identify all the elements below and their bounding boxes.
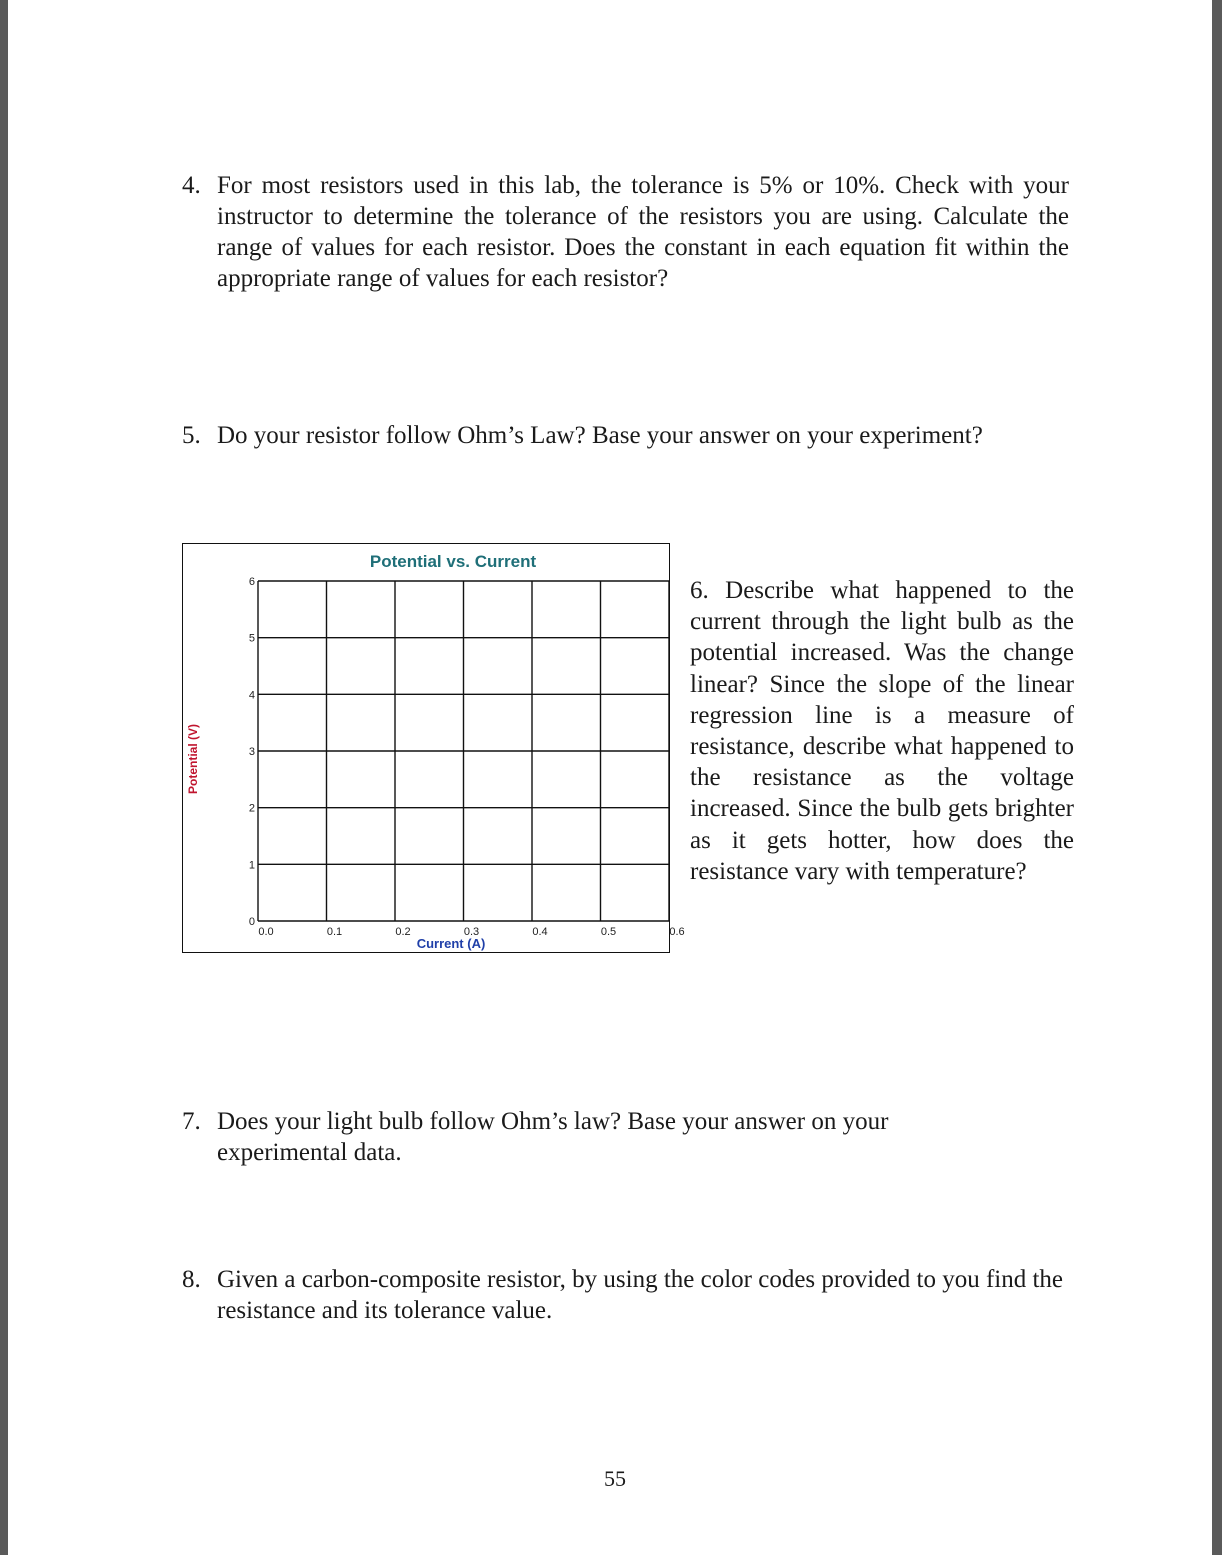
chart-canvas [183, 544, 685, 952]
page-number: 55 [604, 1466, 626, 1491]
question-4-text: For most resistors used in this lab, the tolerance is 5% or 10%. Check with your instructor to determine the tolerance of the resistors you are using. Calculate the range of values for each resistor. Does the constant in each equation fit within the appropriate range of values for each resistor? [217, 172, 1069, 292]
question-5-text: Do your resistor follow Ohm’s Law? Base your answer on your experiment? [217, 422, 983, 449]
chart-x-ticks [258, 926, 684, 938]
question-6-text: 6. Describe what happened to the current through the light bulb as the potential increased. Was the change linear? Since the slope of the linear regression line is a measure of resistance, describe what happened to the resistance as the voltage increased. Since the bulb gets brighter as it gets hotter, how does the resistance vary with temperature? [690, 577, 1074, 885]
chart-y-axis-label: Potential (V) [186, 723, 200, 795]
chart-grid [258, 581, 669, 921]
x-tick-label: 0.3 [463, 926, 480, 938]
question-8-text: Given a carbon-composite resistor, by using the color codes provided to you find the resistance and its tolerance value. [217, 1266, 1064, 1324]
y-tick-label: 2 [248, 802, 255, 815]
question-8-number: 8. [182, 1266, 201, 1293]
document-page [8, 0, 1212, 1555]
y-tick-label: 3 [248, 746, 255, 758]
chart-title: Potential vs. Current [369, 552, 537, 571]
x-tick-label: 0.2 [395, 926, 411, 938]
question-7-text: Does your light bulb follow Ohm’s law? Base your answer on your experimental data. [217, 1108, 889, 1166]
x-tick-label: 0.0 [258, 926, 274, 938]
x-tick-label: 0.5 [600, 926, 617, 938]
y-tick-label: 0 [248, 916, 255, 928]
question-4-number: 4. [182, 172, 201, 199]
chart-x-axis-label: Current (A) [416, 936, 486, 951]
y-tick-label: 6 [248, 576, 255, 588]
potential-vs-current-chart [182, 543, 685, 953]
y-tick-label: 4 [248, 689, 255, 702]
chart-y-ticks [249, 576, 255, 928]
x-tick-label: 0.6 [669, 926, 685, 938]
question-7-number: 7. [182, 1108, 201, 1135]
question-5-number: 5. [182, 422, 201, 449]
x-tick-label: 0.1 [326, 926, 343, 938]
y-tick-label: 1 [248, 859, 255, 872]
x-tick-label: 0.4 [532, 926, 548, 938]
y-tick-label: 5 [248, 632, 255, 645]
